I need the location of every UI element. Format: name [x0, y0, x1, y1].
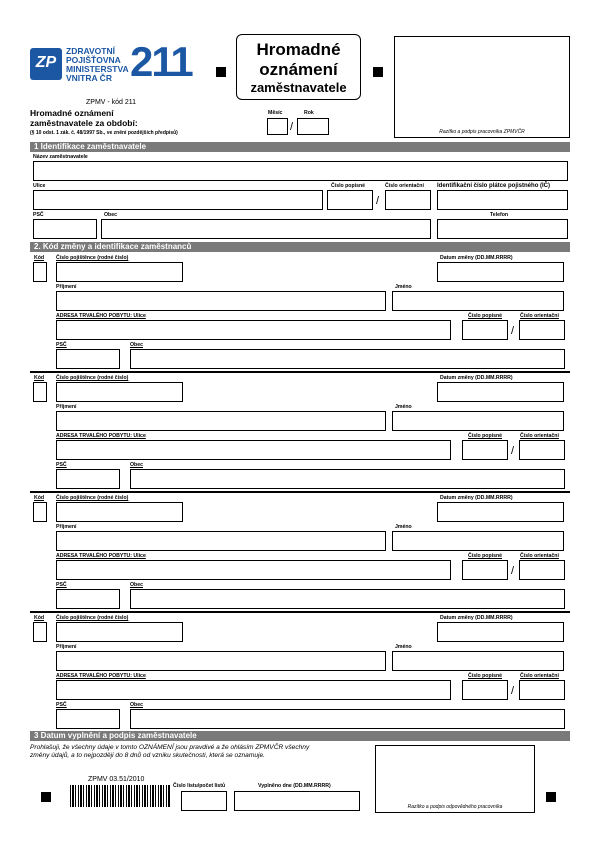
company-logo: [30, 38, 200, 90]
barcode: [70, 785, 170, 807]
employee-firstname-label: Jméno: [395, 404, 412, 410]
stamp-bottom-label: Razítko a podpis odpovědného pracovníka: [407, 804, 503, 810]
employee-psc-field[interactable]: [56, 709, 120, 729]
employee-code-field[interactable]: [33, 382, 47, 402]
employee-insurance-no-label: Číslo pojištěnce (rodné číslo): [56, 255, 129, 261]
employee-code-label: Kód: [34, 375, 45, 381]
employee-address-label: ADRESA TRVALÉHO POBYTU: Ulice: [56, 313, 146, 319]
declaration-text: Prohlašuji, že všechny údaje v tomto OZNÁMENÍ jsou pravdivé a že ohlásím ZPMVČR všechny změny údajů, a to nejpozději do 8 dnů od vzniku skutečnosti, která se oznamuje.: [30, 744, 310, 759]
employer-number-slash: /: [376, 195, 380, 207]
employee-house-no-field[interactable]: [462, 320, 508, 340]
employee-surname-label: Příjmení: [56, 404, 77, 410]
employee-house-no-field[interactable]: [462, 440, 508, 460]
employer-orient-no-field[interactable]: [385, 190, 431, 210]
employee-surname-label: Příjmení: [56, 644, 77, 650]
employee-psc-field[interactable]: [56, 469, 120, 489]
section-3-title: 3 Datum vyplnění a podpis zaměstnavatele: [30, 731, 570, 741]
corner-marker-bottom-right: [546, 792, 556, 802]
employee-number-slash: /: [511, 685, 515, 697]
year-field[interactable]: [297, 118, 329, 135]
month-field[interactable]: [267, 118, 288, 135]
employee-surname-field[interactable]: [56, 651, 386, 671]
employee-orient-no-field[interactable]: [519, 320, 565, 340]
form-version: ZPMV 03.51/2010: [88, 776, 145, 783]
employer-street-label: Ulice: [33, 183, 46, 189]
employee-change-date-field[interactable]: [437, 622, 564, 642]
form-code: ZPMV - kód 211: [86, 99, 137, 106]
form-title-line-3: zaměstnavatele: [250, 80, 347, 95]
employee-house-no-field[interactable]: [462, 560, 508, 580]
employee-city-label: Obec: [130, 342, 143, 348]
employee-firstname-label: Jméno: [395, 644, 412, 650]
employee-street-field[interactable]: [56, 560, 451, 580]
form-subtitle-line-2: zaměstnavatele za období:: [30, 118, 138, 128]
employer-name-field[interactable]: [33, 161, 568, 181]
form-title-line-2: oznámení: [259, 60, 338, 79]
corner-marker-bottom-left: [41, 792, 51, 802]
employee-code-field[interactable]: [33, 262, 47, 282]
employer-street-field[interactable]: [33, 190, 323, 210]
filled-date-field[interactable]: [234, 791, 360, 811]
employee-psc-label: PSČ: [56, 342, 67, 348]
employee-insurance-no-field[interactable]: [56, 262, 183, 282]
employee-change-date-label: Datum změny (DD.MM.RRRR): [440, 255, 513, 261]
employee-firstname-field[interactable]: [392, 651, 564, 671]
company-name-line-3: MINISTERSTVA: [66, 64, 129, 74]
section-1-title: 1 Identifikace zaměstnavatele: [30, 142, 570, 152]
employee-code-label: Kód: [34, 255, 45, 261]
employee-psc-field[interactable]: [56, 589, 120, 609]
stamp-box-top[interactable]: [394, 36, 570, 138]
employee-block-2: [30, 374, 570, 488]
employee-firstname-label: Jméno: [395, 524, 412, 530]
employer-city-field[interactable]: [101, 219, 431, 239]
employee-house-no-label: Číslo popisné: [468, 313, 503, 319]
employee-change-date-field[interactable]: [437, 262, 564, 282]
employer-psc-field[interactable]: [33, 219, 97, 239]
employer-house-no-field[interactable]: [327, 190, 373, 210]
employee-number-slash: /: [511, 325, 515, 337]
employer-payer-id-label: Identifikační číslo plátce pojistného (IČ): [437, 183, 551, 189]
employee-insurance-no-label: Číslo pojištěnce (rodné číslo): [56, 615, 129, 621]
employee-city-label: Obec: [130, 582, 143, 588]
employee-change-date-label: Datum změny (DD.MM.RRRR): [440, 375, 513, 381]
employee-number-slash: /: [511, 565, 515, 577]
employee-street-field[interactable]: [56, 680, 451, 700]
company-name-line-1: ZDRAVOTNÍ: [66, 46, 115, 56]
employee-surname-field[interactable]: [56, 531, 386, 551]
employee-city-field[interactable]: [130, 589, 565, 609]
employee-block-4: [30, 614, 570, 728]
employee-code-label: Kód: [34, 615, 45, 621]
employee-insurance-no-field[interactable]: [56, 502, 183, 522]
form-title-line-1: Hromadné: [256, 40, 341, 59]
employee-insurance-no-label: Číslo pojištěnce (rodné číslo): [56, 495, 129, 501]
employee-firstname-field[interactable]: [392, 531, 564, 551]
employee-city-label: Obec: [130, 462, 143, 468]
employee-orient-no-label: Číslo orientační: [520, 673, 559, 679]
sheet-number-field[interactable]: [181, 791, 227, 811]
employee-block-1: [30, 254, 570, 368]
employee-city-field[interactable]: [130, 349, 565, 369]
corner-marker-top-right: [373, 67, 383, 77]
company-code: 211: [130, 38, 192, 85]
employee-street-field[interactable]: [56, 440, 451, 460]
logo-mark-text: ZP: [35, 54, 57, 71]
employee-psc-label: PSČ: [56, 702, 67, 708]
employee-psc-label: PSČ: [56, 462, 67, 468]
employee-orient-no-label: Číslo orientační: [520, 553, 559, 559]
employee-change-date-field[interactable]: [437, 502, 564, 522]
employee-firstname-field[interactable]: [392, 411, 564, 431]
corner-marker-top-left: [216, 67, 226, 77]
employee-change-date-label: Datum změny (DD.MM.RRRR): [440, 495, 513, 501]
year-label: Rok: [304, 110, 314, 116]
employee-surname-field[interactable]: [56, 291, 386, 311]
employee-orient-no-label: Číslo orientační: [520, 433, 559, 439]
employee-block-3: [30, 494, 570, 608]
employee-address-label: ADRESA TRVALÉHO POBYTU: Ulice: [56, 673, 146, 679]
employee-psc-field[interactable]: [56, 349, 120, 369]
employee-code-field[interactable]: [33, 622, 47, 642]
sheet-number-label: Číslo listu/počet listů: [173, 783, 226, 789]
form-subtitle-line-1: Hromadné oznámení: [30, 108, 114, 118]
employee-orient-no-label: Číslo orientační: [520, 313, 559, 319]
section-2-title: 2. Kód změny a identifikace zaměstnanců: [30, 242, 570, 252]
employee-change-date-label: Datum změny (DD.MM.RRRR): [440, 615, 513, 621]
employer-phone-label: Telefon: [490, 212, 509, 218]
employee-address-label: ADRESA TRVALÉHO POBYTU: Ulice: [56, 553, 146, 559]
legal-note: (§ 10 odst. 1 zák. č. 48/1997 Sb., ve znění pozdějších předpisů): [30, 130, 178, 136]
stamp-top-label: Razítko a podpis pracovníka ZPMVČR: [439, 129, 525, 135]
employee-orient-no-field[interactable]: [519, 680, 565, 700]
employer-orient-no-label: Číslo orientační: [385, 183, 424, 189]
employee-firstname-field[interactable]: [392, 291, 564, 311]
employee-city-field[interactable]: [130, 469, 565, 489]
employer-city-label: Obec: [104, 212, 117, 218]
form-title-box: [236, 34, 361, 100]
employee-house-no-label: Číslo popisné: [468, 433, 503, 439]
month-label: Měsíc: [268, 110, 283, 116]
employee-house-no-field[interactable]: [462, 680, 508, 700]
employee-insurance-no-label: Číslo pojištěnce (rodné číslo): [56, 375, 129, 381]
company-name-line-4: VNITRA ČR: [66, 73, 112, 83]
employee-firstname-label: Jméno: [395, 284, 412, 290]
employee-number-slash: /: [511, 445, 515, 457]
employee-code-label: Kód: [34, 495, 45, 501]
employee-separator-3: [30, 611, 570, 613]
employee-city-field[interactable]: [130, 709, 565, 729]
employee-change-date-field[interactable]: [437, 382, 564, 402]
employee-insurance-no-field[interactable]: [56, 622, 183, 642]
company-name-line-2: POJIŠŤOVNA: [66, 55, 121, 65]
company-name: [66, 47, 129, 83]
employee-city-label: Obec: [130, 702, 143, 708]
employee-surname-label: Příjmení: [56, 524, 77, 530]
employee-street-field[interactable]: [56, 320, 451, 340]
period-slash: /: [290, 121, 294, 133]
employer-psc-label: PSČ: [33, 212, 44, 218]
employer-name-label: Název zaměstnavatele: [33, 154, 88, 160]
logo-mark-icon: [30, 48, 62, 80]
employee-separator-1: [30, 371, 570, 373]
employee-insurance-no-field[interactable]: [56, 382, 183, 402]
stamp-box-bottom[interactable]: [375, 745, 535, 813]
filled-date-label: Vyplněno dne (DD.MM.RRRR): [258, 783, 331, 789]
employee-house-no-label: Číslo popisné: [468, 553, 503, 559]
employee-surname-field[interactable]: [56, 411, 386, 431]
employee-surname-label: Příjmení: [56, 284, 77, 290]
employer-payer-id-field[interactable]: [437, 190, 568, 210]
employee-orient-no-field[interactable]: [519, 440, 565, 460]
employee-psc-label: PSČ: [56, 582, 67, 588]
employee-address-label: ADRESA TRVALÉHO POBYTU: Ulice: [56, 433, 146, 439]
employee-orient-no-field[interactable]: [519, 560, 565, 580]
employee-code-field[interactable]: [33, 502, 47, 522]
employee-separator-2: [30, 491, 570, 493]
form-subtitle: [30, 108, 138, 128]
employer-phone-field[interactable]: [437, 219, 568, 239]
employee-house-no-label: Číslo popisné: [468, 673, 503, 679]
employer-house-no-label: Číslo popisné: [331, 183, 366, 189]
